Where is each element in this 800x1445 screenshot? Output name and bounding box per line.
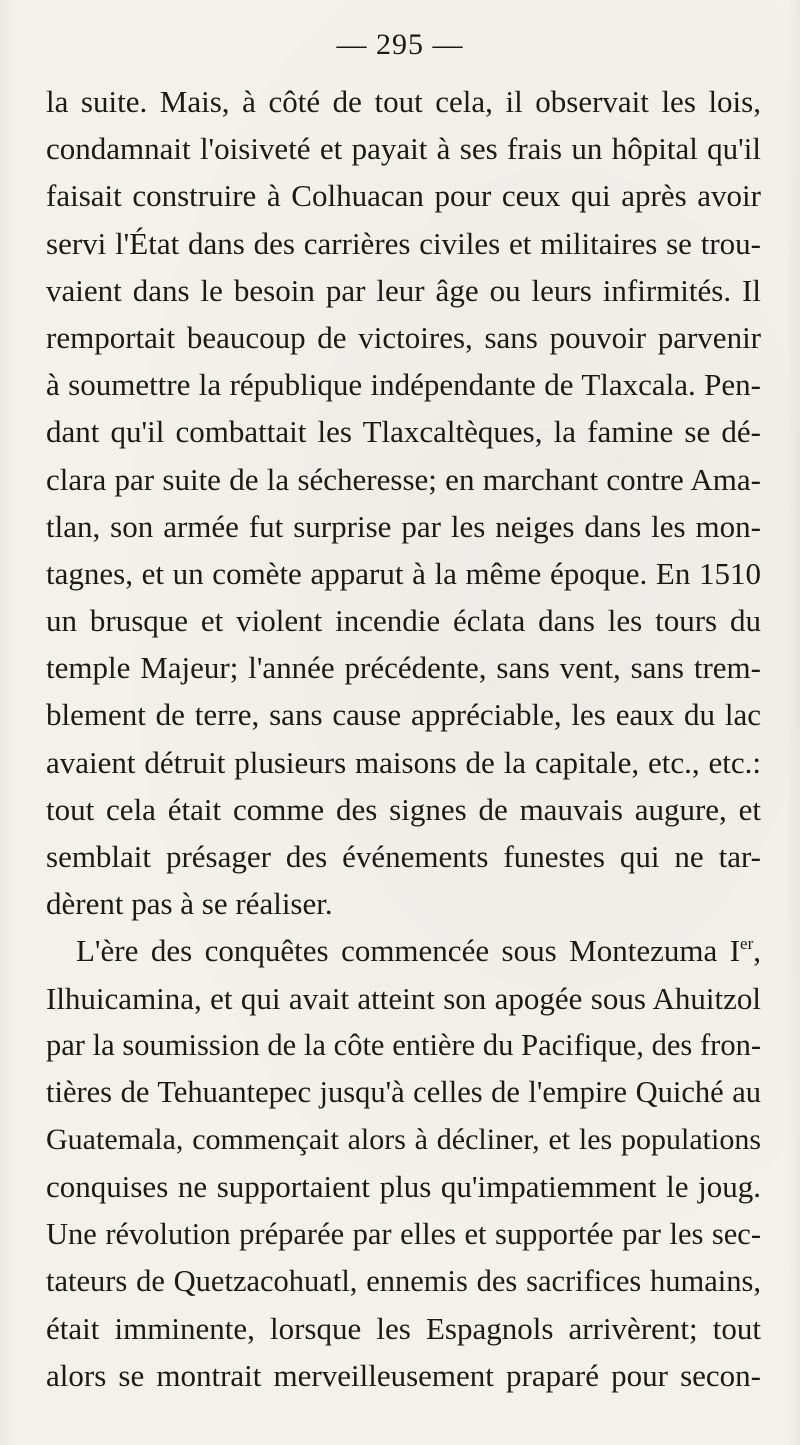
page-number: — 295 — <box>336 28 464 61</box>
text-line: à soumettre la république indépendante de Tlaxcala. Pen- <box>46 367 761 403</box>
paragraph <box>46 78 761 927</box>
text-line: tout cela était comme des signes de mauvais augure, et <box>46 791 761 827</box>
text-line: servi l'État dans des carrières civiles et militaires se trou- <box>46 225 761 261</box>
text-line: tières de Tehuantepec jusqu'à celles de l'empire Quiché au <box>46 1074 761 1109</box>
text-line: condamnait l'oisiveté et payait à ses frais un hôpital qu'il <box>46 131 761 167</box>
text-run: , <box>753 933 761 969</box>
paragraph <box>46 927 761 1399</box>
text-line <box>46 927 761 974</box>
text-line: tateurs de Quetzacohuatl, ennemis des sacrifices humains, <box>46 1263 761 1298</box>
text-line: un brusque et violent incendie éclata dans les tours du <box>46 603 761 639</box>
text-line: par la soumission de la côte entière du Pacifique, des fron- <box>46 1027 761 1062</box>
text-line: conquises ne supportaient plus qu'impatiemment le joug. <box>46 1169 761 1205</box>
text-line: remportait beaucoup de victoires, sans pouvoir parvenir <box>46 319 761 355</box>
text-line: semblait présager des événements funestes qui ne tar- <box>46 839 761 874</box>
text-line: Ilhuicamina, et qui avait atteint son apogée sous Ahuitzol <box>46 980 761 1016</box>
text-line: Guatemala, commençait alors à décliner, et les populations <box>46 1123 761 1157</box>
text-line: clara par suite de la sécheresse; en marchant contre Ama- <box>46 461 761 497</box>
text-line: faisait construire à Colhuacan pour ceux qui après avoir <box>46 178 761 214</box>
text-line: temple Majeur; l'année précédente, sans vent, sans trem- <box>46 650 761 686</box>
text-line: la suite. Mais, à côté de tout cela, il observait les lois, <box>46 84 761 119</box>
superscript: er <box>740 934 754 954</box>
body-text <box>46 78 761 1399</box>
text-line: était imminente, lorsque les Espagnols arrivèrent; tout <box>46 1310 761 1346</box>
text-run: L'ère des conquêtes commencée sous Montezuma I <box>76 933 741 969</box>
text-line: dant qu'il combattait les Tlaxcaltèques, la famine se dé- <box>46 414 761 450</box>
text-line: tagnes, et un comète apparut à la même époque. En 1510 <box>46 555 761 591</box>
text-line: avaient détruit plusieurs maisons de la capitale, etc., etc.: <box>46 744 761 780</box>
text-line: vaient dans le besoin par leur âge ou leurs infirmités. Il <box>46 272 761 308</box>
text-line: tlan, son armée fut surprise par les neiges dans les mon- <box>46 508 761 544</box>
text-line: Une révolution préparée par elles et supportée par les sec- <box>46 1216 761 1251</box>
text-line: blement de terre, sans cause appréciable, les eaux du lac <box>46 697 761 733</box>
text-line: dèrent pas à se réaliser. <box>46 886 333 922</box>
text-line: alors se montrait merveilleusement praparé pour secon- <box>46 1358 761 1394</box>
